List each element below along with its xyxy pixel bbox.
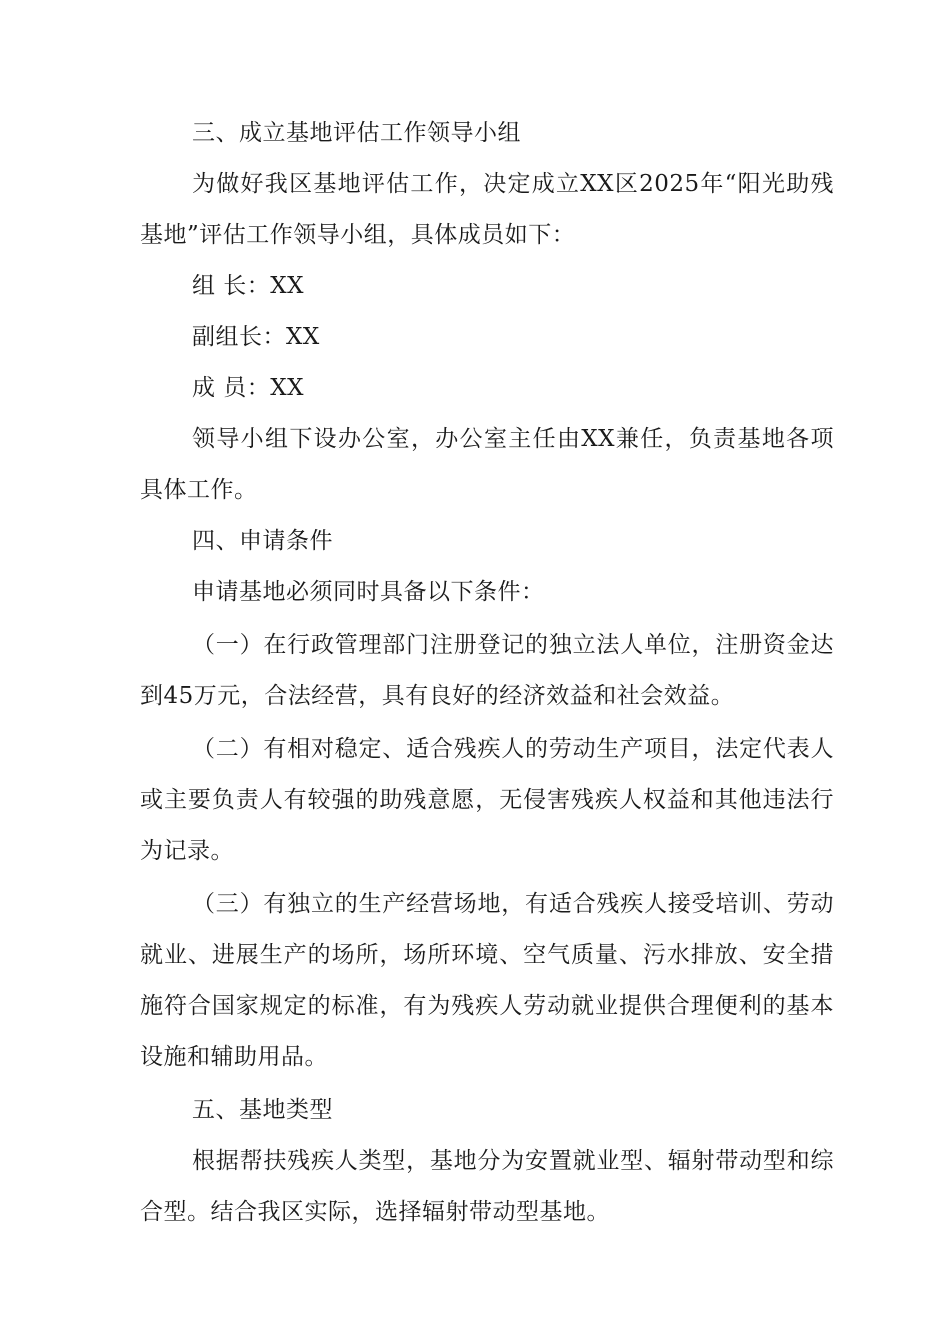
condition-item-2: （二）有相对稳定、适合残疾人的劳动生产项目，法定代表人或主要负责人有较强的助残意愿，无侵害残疾人权益和其他违法行为记录。 <box>140 736 834 864</box>
paragraph-base-types: 根据帮扶残疾人类型，基地分为安置就业型、辐射带动型和综合型。结合我区实际，选择辐射带动型基地。 <box>140 1148 834 1225</box>
paragraph-office: 领导小组下设办公室，办公室主任由XX兼任，负责基地各项具体工作。 <box>140 426 834 503</box>
paragraph-leadership-group: 为做好我区基地评估工作，决定成立XX区2025年“阳光助残基地”评估工作领导小组，具体成员如下： <box>140 171 834 248</box>
paragraph-conditions-intro: 申请基地必须同时具备以下条件： <box>192 579 545 605</box>
condition-item-3: （三）有独立的生产经营场地，有适合残疾人接受培训、劳动就业、进展生产的场所，场所环境、空气质量、污水排放、安全措施符合国家规定的标准，有为残疾人劳动就业提供合理便利的基本设施和辅助用品。 <box>140 891 834 1070</box>
document-body <box>140 108 834 1238</box>
section-heading-4: 四、申请条件 <box>192 528 333 554</box>
member-deputy-leader: 副组长：XX <box>192 324 320 350</box>
member-leader: 组 长：XX <box>192 273 305 299</box>
section-heading-3: 三、成立基地评估工作领导小组 <box>192 120 521 146</box>
member-members: 成 员：XX <box>192 375 305 401</box>
condition-item-1: （一）在行政管理部门注册登记的独立法人单位，注册资金达到45万元，合法经营，具有良好的经济效益和社会效益。 <box>140 632 834 709</box>
section-heading-5: 五、基地类型 <box>192 1097 333 1123</box>
